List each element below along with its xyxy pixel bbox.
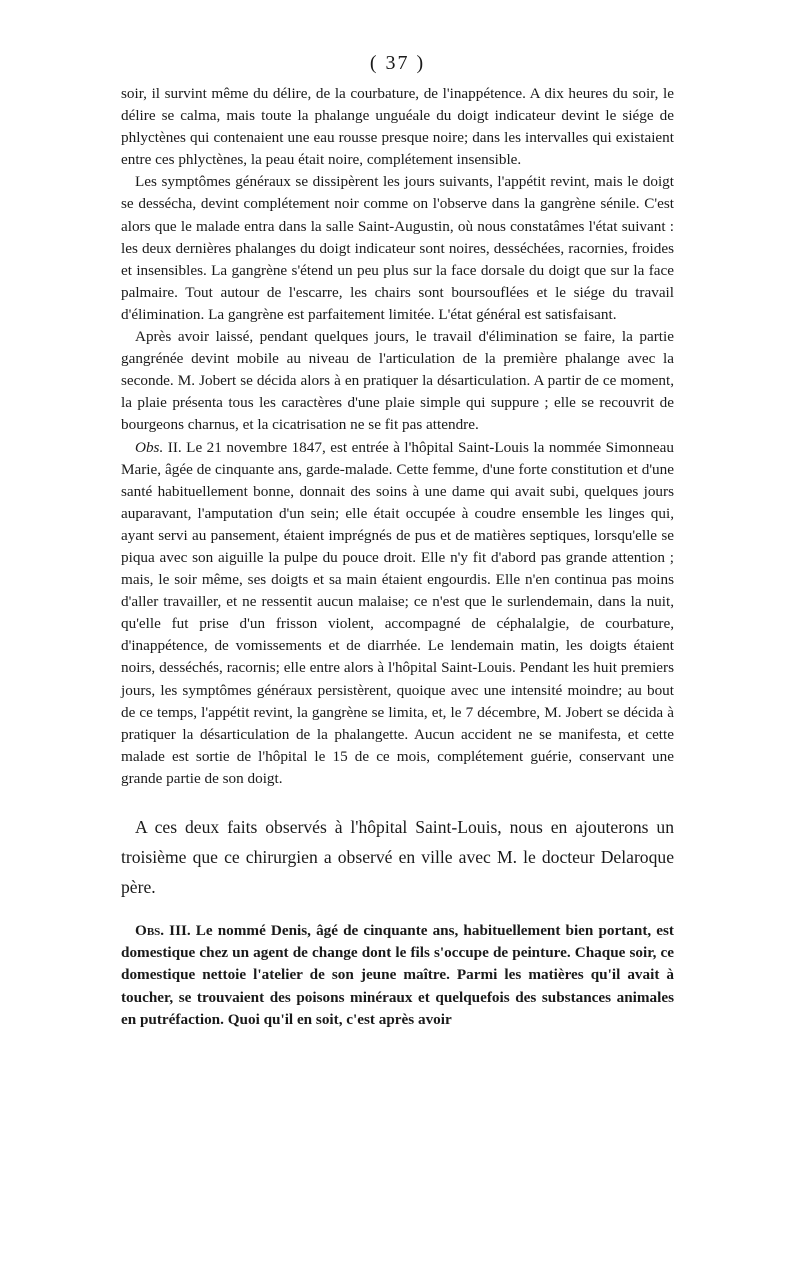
observation-2 bbox=[121, 437, 674, 791]
paragraph-symptoms: Les symptômes généraux se dissipèrent les jours suivants, l'appétit revint, mais le doigt se dessécha, devint complétement noir comme on l'observe dans la gangrène sénile. C'est alors que le malade entra dans la salle Saint-Augustin, où nous constatâmes l'état suivant : les deux dernières phalanges du doigt indicateur sont noires, desséchées, racornies, froides et insensibles. La gangrène s'étend un peu plus sur la face dorsale du doigt que sur la face palmaire. Tout autour de l'escarre, les chairs sont boursouflées et le siége du travail d'élimination. La gangrène est parfaitement limitée. L'état général est satisfaisant. bbox=[121, 173, 674, 323]
document-page bbox=[121, 52, 674, 1031]
observation-3-label: Obs. bbox=[135, 922, 165, 939]
observation-2-text: II. Le 21 novembre 1847, est entrée à l'hôpital Saint-Louis la nommée Simonneau Marie, âgée de cinquante ans, garde-malade. Cette femme, d'une forte constitution et d'une santé habituellement bonne, donnait des soins à une dame qui avait subi, quelques jours auparavant, l'amputation d'un sein; elle était occupée à coudre ensemble les linges qui, ayant servi au pansement, étaient imprégnés de pus et de matières septiques, lorsqu'elle se piqua avec son aiguille la pulpe du pouce droit. Elle n'y fit d'abord pas grande attention ; mais, le soir même, ses doigts et sa main étaient engourdis. Elle n'en continua pas moins d'aller travailler, et ne ressentit aucun malaise; ce n'est que le surlendemain, dans la nuit, qu'elle fut prise d'un frisson violent, accompagné de céphalalgie, de courbature, d'inappétence, de vomissements et de diarrhée. Le lendemain matin, les doigts étaient noirs, desséchés, racornis; elle entre alors à l'hôpital Saint-Louis. Pendant les huit premiers jours, les symptômes généraux persistèrent, quoique avec une intensité moindre; au bout de ce temps, l'appétit revint, la gangrène se limita, et, le 7 décembre, M. Jobert se décida à pratiquer la désarticulation de la phalangette. Aucun accident ne se manifesta, et cette malade est sortie de l'hôpital le 15 de ce mois, complétement guérie, conservant une grande partie de son doigt. bbox=[121, 438, 674, 787]
intro-paragraph: A ces deux faits observés à l'hôpital Saint-Louis, nous en ajouterons un troisième que ce chirurgien a observé en ville avec M. le docteur Delaroque père. bbox=[121, 817, 674, 897]
observation-3 bbox=[121, 920, 674, 1031]
paragraph-continuation: soir, il survint même du délire, de la courbature, de l'inappétence. A dix heures du soir, le délire se calma, mais toute la phalange unguéale du doigt indicateur devint le siége de phlyctènes qui contenaient une eau rousse presque noire; dans les intervalles qui existaient entre ces phlyctènes, la peau était noire, complétement insensible. bbox=[121, 85, 674, 169]
page-number: ( 37 ) bbox=[369, 52, 426, 74]
observation-3-text: III. Le nommé Denis, âgé de cinquante ans, habituellement bien portant, est domestique chez un agent de change dont le fils s'occupe de peinture. Chaque soir, ce domestique nettoie l'atelier de son jeune maître. Parmi les matières qu'il avait à toucher, se trouvaient des poisons minéraux et quelquefois des substances animales en putréfaction. Quoi qu'il en soit, c'est après avoir bbox=[121, 922, 674, 1028]
paragraph-disarticulation: Après avoir laissé, pendant quelques jours, le travail d'élimination se faire, la partie gangrénée devint mobile au niveau de l'articulation de la première phalange avec la seconde. M. Jobert se décida alors à en pratiquer la désarticulation. A partir de ce moment, la plaie présenta tous les caractères d'une plaie simple qui suppure ; elle se recouvrit de bourgeons charnus, et la cicatrisation ne se fit pas attendre. bbox=[121, 328, 674, 434]
observation-2-label: Obs. bbox=[135, 438, 164, 456]
